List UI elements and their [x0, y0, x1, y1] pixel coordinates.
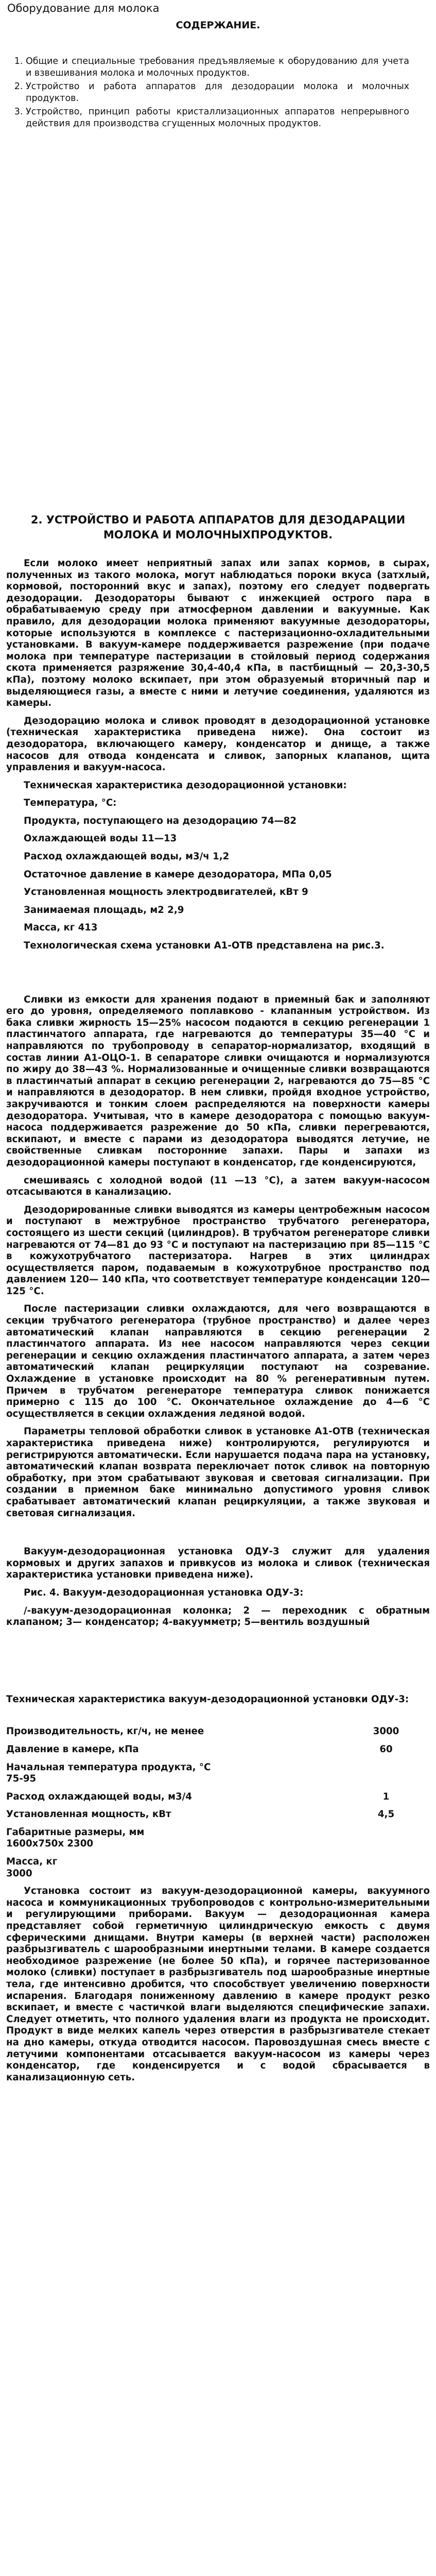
toc-item[interactable]: 3. Устройство, принцип работы кристаллизационных аппаратов непрерывного действия для производства сгущенных молочных продуктов. [26, 106, 409, 130]
figure-placeholder [6, 1635, 430, 1694]
figure-caption: Рис. 4. Вакуум-дезодорационная установка ОДУ-3: [24, 1587, 304, 1598]
paragraph: Установка состоит из вакуум-дезодорационной камеры, вакуумного насоса и коммуникационных трубопроводов с контрольно-измерительными и регулирующими приборами. Вакуум — дезодорационная камера представляет собой герметичную цилиндрическую емкость с двумя сферическими днищами. Внутри камеры (в верхней части) расположен разбрызгиватель с шарообразными инертными телами. В камере создается необходимое разрежение (не более 50 кПа), и горячее пастеризованное молоко (сливки) поступает в разбрызгиватель под шарообразные инертные тела, где интенсивно дробится, что способствует увеличению поверхности испарения. Благодаря пониженному давлению в камере продукт резко вскипает, и вместе с частичкой влаги выделяются специфические запахи. Следует отметить, что полного удаления влаги из продукта не происходит. Продукт в виде мелких капель через отверстия в разбрызгивателе стекает на дно камеры, откуда отводится насосом. Паровоздушная смесь вместе с летучими компонентами отсасывается вакуум-насосом из камеры через конденсатор, где конденсируется и с водой сбрасывается в канализационную сеть. [6, 1886, 430, 2083]
paragraph: Дезодорацию молока и сливок проводят в дезодорационной установке (техническая характеристика приведена ниже). Она состоит из дезодоратора, включающего камеру, конденсатор и днище, а также насосов для отвода конденсата и сливок, запорных клапанов, щита управления и вакуум-насоса. [6, 715, 430, 773]
toc-item[interactable]: 2. Устройство и работа аппаратов для дезодорации молока и молочных продуктов. [26, 81, 409, 105]
paragraph: Параметры тепловой обработки сливок в установке А1-ОТВ (техническая характеристика приведена ниже) контролируются, регулируются и регистрируются автоматически. Если нарушается подача пара на установку, автоматический клапан возврата переключает поток сливок на повторную обработку, при этом срабатывают звуковая и световая сигнализации. При создании в приемном баке минимально допустимого уровня сливок срабатывает автоматический клапан рециркуляции, а также звуковая и световая сигнализация. [6, 1426, 430, 1519]
table-row [6, 1726, 430, 1744]
param-value: 1 [382, 1791, 390, 1802]
scheme-reference: Технологическая схема установки А1-ОТВ представлена на рис.3. [24, 940, 385, 952]
paragraph: Сливки из емкости для хранения подают в приемный бак и заполняют его до уровня, определяемого поплавково - клапанным устройством. Из бака сливки жирность 15—25% насосом подаются в секцию регенерации 1 пластинчатого аппарата, где нагреваются до температуры 35—40 °С и направляются по трубопроводу в сепаратор-нормализатор, входящий в состав линии А1-ОЦО-1. В сепараторе сливки очищаются и нормализуются по жиру до 38—43 %. Нормализованные и очищенные сливки возвращаются в пластинчатый аппарат в секцию регенерации 2, нагреваются до 75—85 °С и направляются в дезодоратор. В нем сливки, пройдя входное устройство, закручиваются и тонким слоем распределяются на поверхности камеры дезодоратора. Учитывая, что в камере дезодоратора с помощью вакуум-насоса поддерживается разрежение до 50 кПа, сливки перегреваются, вскипают, и вместе с парами из дезодоратора выводятся летучие, не свойственные сливкам посторонние запахи. Пары и запахи из дезодорационной камеры поступают в конденсатор, где конденсируются, [6, 994, 430, 1168]
tech-heading: Техническая характеристика вакуум-дезодорационной установки ОДУ-3: [6, 1693, 409, 1705]
param-label: Масса, кг 3000 [6, 1856, 58, 1879]
spec-line: Остаточное давление в камере дезодоратора, МПа 0,05 [24, 869, 332, 880]
figure-legend: /-вакуум-дезодорационная колонка; 2 — переходник с обратным клапаном; 3— конденсатор; 4-вакуумметр; 5—вентиль воздушный [6, 1605, 430, 1628]
spec-line: Расход охлаждающей воды, м3/ч 1,2 [24, 851, 230, 862]
table-row [6, 1791, 430, 1809]
specs-heading: Техническая характеристика дезодорационной установки: [24, 779, 347, 791]
page [0, 2, 436, 2083]
figure-placeholder [6, 958, 430, 994]
table-row [6, 1762, 430, 1791]
paragraph: Если молоко имеет неприятный запах или запах кормов, в сырах, полученных из такого молока, могут наблюдаться пороки вкуса (затхлый, кормовой, посторонний вкус и запах), поэтому его следует подвергать дезодорации. Дезодораторы бывают с инжекцией острого пара в обрабатываемую среду при атмосферном давлении и вакуумные. Как правило, для дезодорации молока применяют вакуумные дезодораторы, которые используются в комплексе с пастеризационно-охладительными установками. В вакуум-камере поддерживается разрежение (при подаче молока при температуре пастеризации в стойловый период содержания скота применяется разряжение 30,4-40,4 кПа, в пастбищный — 20,3-30,5 кПа), поэтому молоко вскипает, при этом образуемый вторичный пар и выделяющиеся газы, а вместе с ними и летучие соединения, удаляются из камеры. [6, 558, 430, 709]
param-label: Габаритные размеры, мм 1600x750x 2300 [6, 1826, 145, 1850]
blank-space [6, 1526, 430, 1546]
contents-title: СОДЕРЖАНИЕ. [176, 20, 260, 31]
spec-line: Температура, °С: [24, 798, 117, 809]
param-label: Начальная температура продукта, °С 75-95 [6, 1761, 211, 1785]
table-row [6, 1744, 430, 1762]
param-value [342, 1827, 430, 1856]
spec-line: Установленная мощность электродвигателей, кВт 9 [24, 887, 308, 898]
blank-space [6, 131, 430, 513]
section-title: 2. УСТРОЙСТВО И РАБОТА АППАРАТОВ ДЛЯ ДЕЗОДАРАЦИИ МОЛОКА И МОЛОЧНЫХПРОДУКТОВ. [30, 514, 406, 541]
param-value: 60 [379, 1743, 393, 1755]
table-row [6, 1809, 430, 1827]
toc-item[interactable]: 1. Общие и специальные требования предъявляемые к оборудованию для учета и взвешивания молока и молочных продуктов. [26, 56, 409, 79]
site-title: Оборудование для молока [7, 2, 160, 14]
param-label: Производительность, кг/ч, не менее [6, 1726, 204, 1737]
param-label: Расход охлаждающей воды, м3/4 [6, 1791, 192, 1802]
spec-line: Продукта, поступающего на дезодорацию 74—82 [24, 815, 297, 826]
param-label: Давление в камере, кПа [6, 1743, 139, 1755]
paragraph: Вакуум-дезодорационная установка ОДУ-3 служит для удаления кормовых и других запахов и привкусов из молока и сливок (техническая характеристика установки приведена ниже). [6, 1546, 430, 1581]
param-value: 4,5 [377, 1809, 395, 1820]
params-table [6, 1726, 430, 1886]
table-row [6, 1856, 430, 1886]
table-row [6, 1827, 430, 1856]
paragraph: После пастеризации сливки охлаждаются, для чего возвращаются в секции трубчатого регенератора (трубное пространство) и далее через автоматический клапан направляются в секцию регенерации 2 пластинчатого аппарата. Из нее насосом направляются через секции регенерации и секцию охлаждения пластинчатого аппарата, а затем через автоматический клапан рециркуляции поступают на созревание. Охлаждение в установке происходит на 80 % регенеративным путем. Причем в трубчатом регенераторе температура сливок понижается примерно с 115 до 100 °С. Окончательное охлаждение до 4—6 °С осуществляется в секции охлаждения ледяной водой. [6, 1303, 430, 1419]
paragraph: Дезодорированные сливки выводятся из камеры центробежным насосом и поступают в межтрубное пространство трубчатого регенератора, состоящего из шести секций (цилиндров). В трубчатом регенераторе сливки нагреваются от 74—81 до 93 °С и поступают на пастеризацию при 85—115 °С в кожухотрубчатого пастеризатора. Нагрев в этих цилиндрах осуществляется паром, подаваемым в кожухотрубное пространство под давлением 120— 140 кПа, что соответствует температуре конденсации 120—125 °С. [6, 1204, 430, 1297]
table-of-contents [20, 56, 409, 130]
param-value [342, 1762, 430, 1791]
param-label: Установленная мощность, кВт [6, 1809, 171, 1820]
spec-line: Масса, кг 413 [24, 922, 98, 934]
param-value: 3000 [373, 1726, 399, 1737]
paragraph: смешиваясь с холодной водой (11 —13 °С), а затем вакуум-насосом отсасываются в канализацию. [6, 1175, 430, 1198]
spec-line: Занимаемая площадь, м2 2,9 [24, 904, 184, 916]
spec-line: Охлаждающей воды 11—13 [24, 833, 177, 844]
param-value [342, 1856, 430, 1886]
